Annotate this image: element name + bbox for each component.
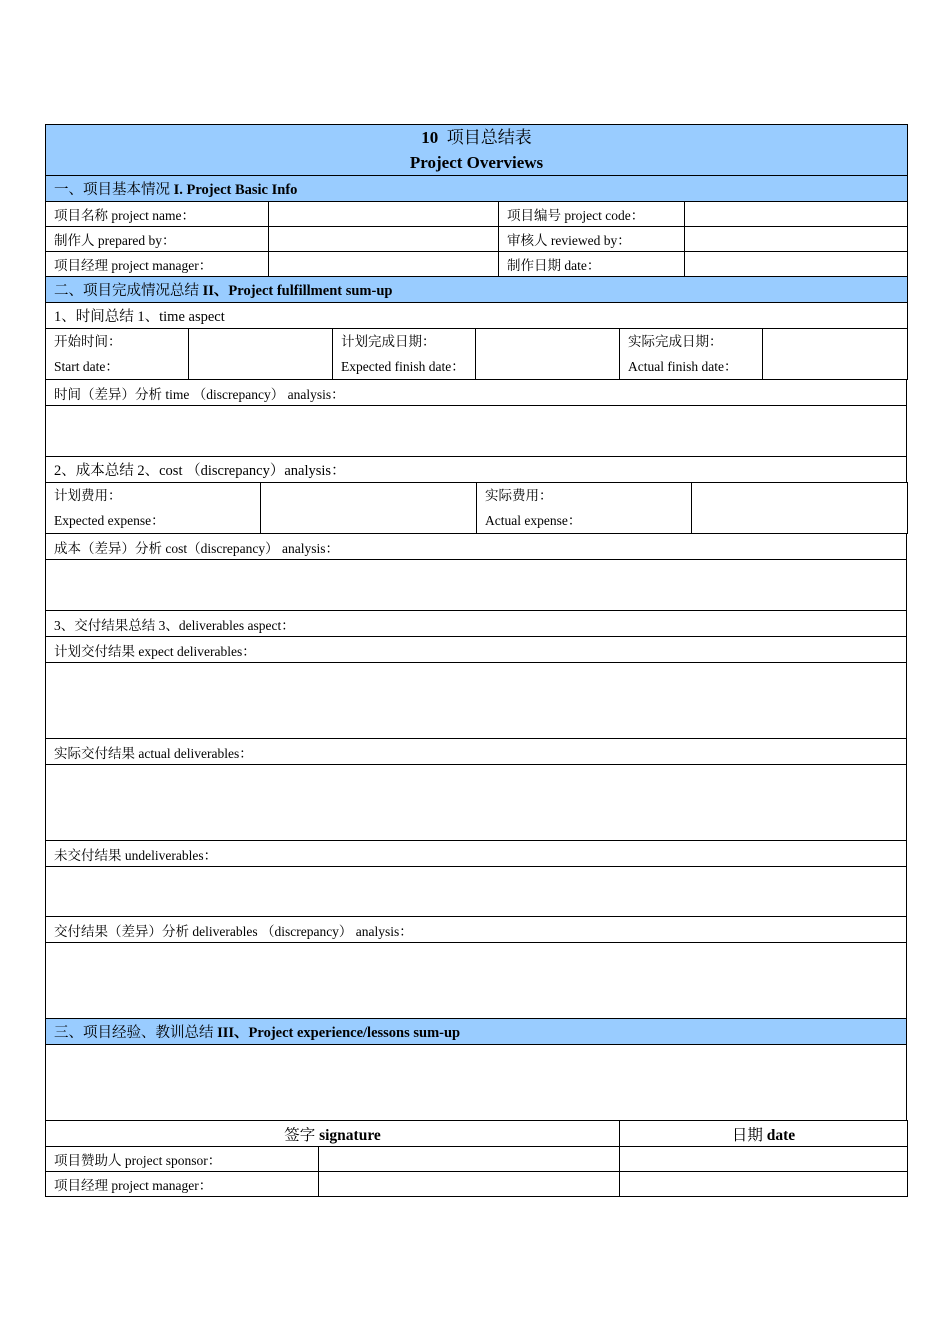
time-table [45, 328, 908, 380]
cost-table [45, 482, 908, 534]
deliverables-analysis-field[interactable] [46, 943, 907, 1019]
section-label-cn: 一、项目基本情况 [54, 182, 170, 198]
manager-date-field[interactable] [620, 1172, 908, 1197]
form-title [46, 125, 908, 176]
signature-header-en: signature [319, 1126, 381, 1144]
section-fulfillment-header [46, 277, 908, 303]
expected-deliverables-label: 计划交付结果 expect deliverables： [46, 637, 907, 663]
section-label-en: II、Project fulfillment sum-up [202, 283, 393, 299]
signature-date-header [620, 1121, 908, 1147]
expected-deliverables-field[interactable] [46, 663, 907, 739]
actual-finish-label [620, 329, 763, 380]
actual-finish-label-cn: 实际完成日期： [628, 334, 723, 349]
actual-finish-label-en: Actual finish date： [628, 359, 738, 374]
manager-sign-label: 项目经理 project manager： [46, 1172, 319, 1197]
lessons-field[interactable] [46, 1045, 907, 1121]
project-summary-form [45, 124, 907, 1197]
project-code-label: 项目编号 project code： [499, 202, 685, 227]
section-lessons-header [46, 1019, 907, 1045]
signature-table [45, 1120, 908, 1197]
date-field[interactable] [685, 252, 908, 277]
section-label-cn: 二、项目完成情况总结 [54, 283, 199, 299]
cost-heading: 2、成本总结 2、cost （discrepancy）analysis： [46, 457, 907, 483]
expected-expense-label-en: Expected expense： [54, 513, 165, 528]
expected-finish-label-cn: 计划完成日期： [341, 334, 436, 349]
section-basic-info-header [46, 176, 908, 202]
sponsor-signature-field[interactable] [319, 1147, 620, 1172]
actual-deliverables-label: 实际交付结果 actual deliverables： [46, 739, 907, 765]
section-label-en: I. Project Basic Info [173, 182, 298, 198]
cost-analysis-label: 成本（差异）分析 cost（discrepancy） analysis： [46, 534, 907, 560]
expected-expense-field[interactable] [261, 483, 477, 534]
prepared-by-field[interactable] [269, 227, 499, 252]
expected-finish-label-en: Expected finish date： [341, 359, 465, 374]
date-label: 制作日期 date： [499, 252, 685, 277]
expected-expense-label [46, 483, 261, 534]
project-code-field[interactable] [685, 202, 908, 227]
signature-date-header-en: date [766, 1126, 796, 1144]
expected-finish-label [333, 329, 476, 380]
manager-signature-field[interactable] [319, 1172, 620, 1197]
signature-date-header-cn: 日期 [731, 1126, 763, 1144]
actual-expense-label [477, 483, 692, 534]
reviewed-by-label: 审核人 reviewed by： [499, 227, 685, 252]
prepared-by-label: 制作人 prepared by： [46, 227, 269, 252]
sponsor-date-field[interactable] [620, 1147, 908, 1172]
undeliverables-label: 未交付结果 undeliverables： [46, 841, 907, 867]
section-label-cn: 三、项目经验、教训总结 [54, 1025, 214, 1041]
deliverables-table [45, 533, 907, 1121]
basic-info-table [45, 124, 908, 329]
expected-finish-field[interactable] [476, 329, 620, 380]
time-analysis-field[interactable] [46, 406, 907, 457]
project-name-label: 项目名称 project name： [46, 202, 269, 227]
undeliverables-field[interactable] [46, 867, 907, 917]
start-date-label-en: Start date： [54, 359, 119, 374]
deliverables-analysis-label: 交付结果（差异）分析 deliverables （discrepancy） analysis： [46, 917, 907, 943]
actual-deliverables-field[interactable] [46, 765, 907, 841]
expected-expense-label-cn: 计划费用： [54, 488, 122, 503]
start-date-label [46, 329, 189, 380]
start-date-field[interactable] [189, 329, 333, 380]
time-analysis-label: 时间（差异）分析 time （discrepancy） analysis： [46, 380, 907, 406]
time-aspect-heading: 1、时间总结 1、time aspect [46, 303, 908, 329]
reviewed-by-field[interactable] [685, 227, 908, 252]
project-name-field[interactable] [269, 202, 499, 227]
signature-header [46, 1121, 620, 1147]
form-title-cn: 项目总结表 [446, 128, 532, 147]
start-date-label-cn: 开始时间： [54, 334, 122, 349]
signature-header-cn: 签字 [284, 1126, 316, 1144]
section-label-en: III、Project experience/lessons sum-up [217, 1025, 461, 1041]
form-title-en: Project Overviews [409, 153, 544, 172]
cost-analysis-field[interactable] [46, 560, 907, 611]
actual-expense-label-cn: 实际费用： [485, 488, 553, 503]
project-manager-label: 项目经理 project manager： [46, 252, 269, 277]
form-number: 10 [421, 128, 439, 147]
deliverables-heading: 3、交付结果总结 3、deliverables aspect： [46, 611, 907, 637]
actual-expense-field[interactable] [692, 483, 908, 534]
actual-finish-field[interactable] [763, 329, 908, 380]
time-analysis-table [45, 379, 907, 483]
sponsor-label: 项目赞助人 project sponsor： [46, 1147, 319, 1172]
project-manager-field[interactable] [269, 252, 499, 277]
actual-expense-label-en: Actual expense： [485, 513, 582, 528]
